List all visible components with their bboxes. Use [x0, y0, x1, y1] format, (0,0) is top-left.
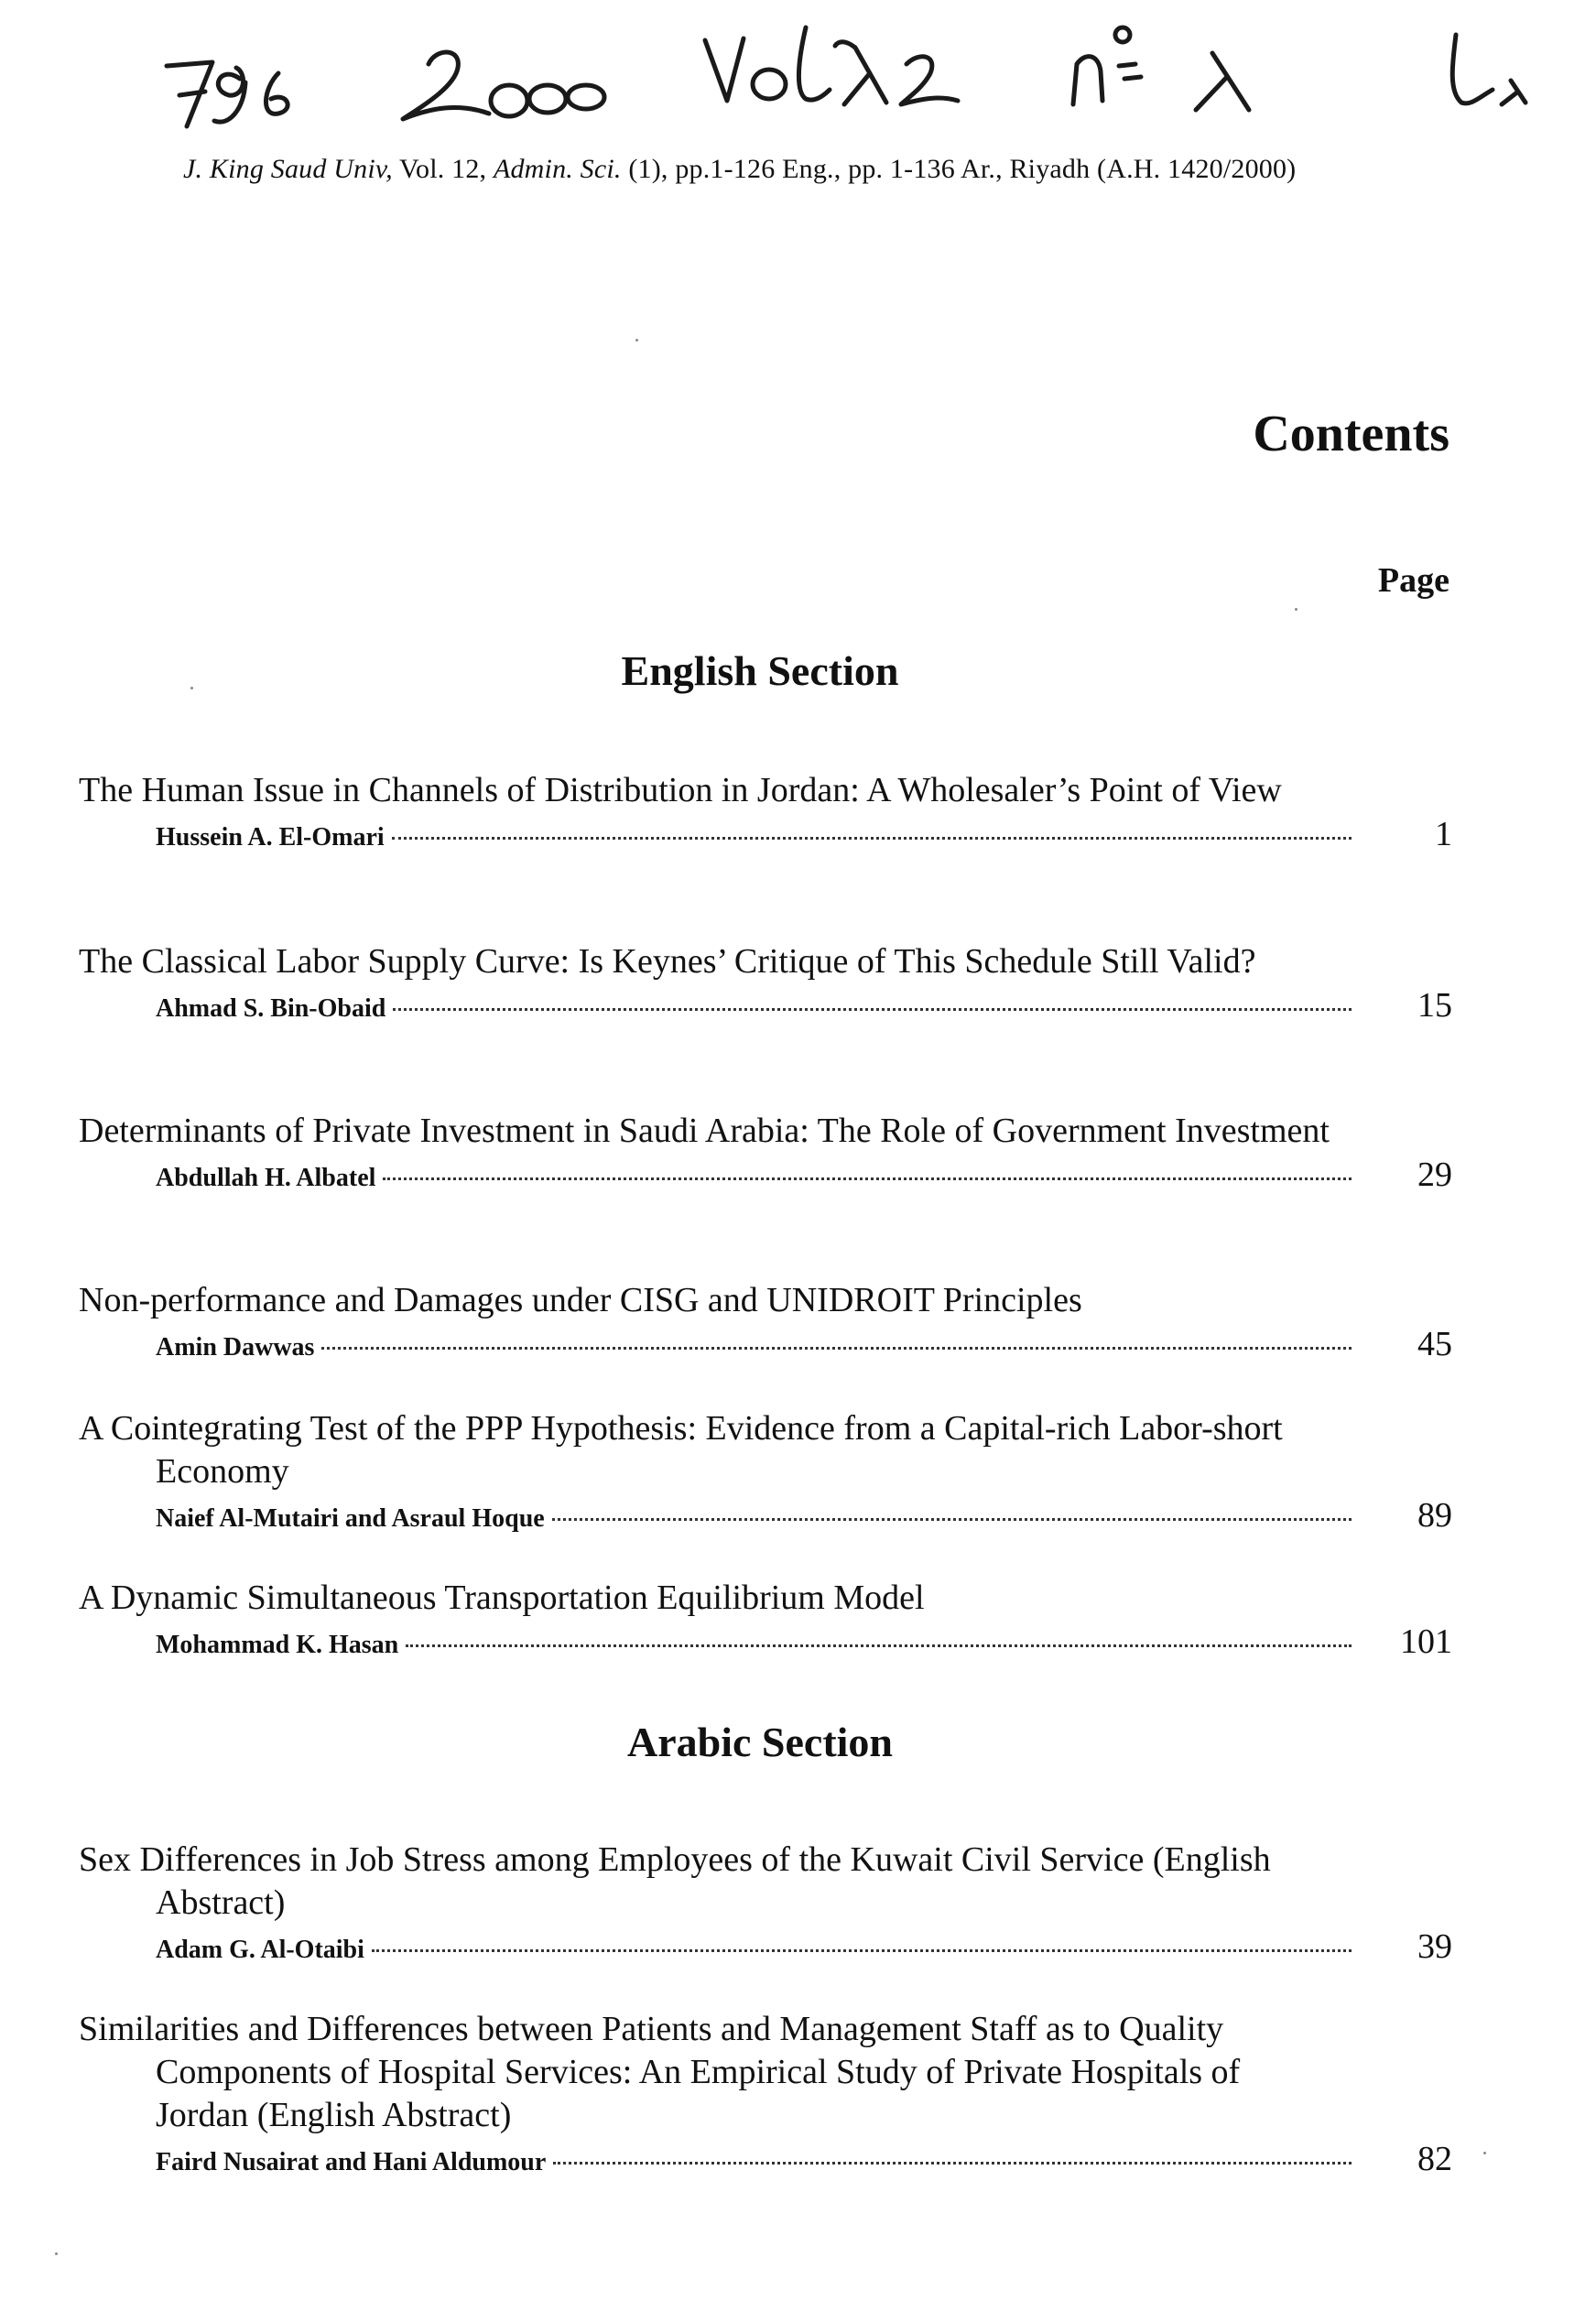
- entry-title: The Human Issue in Channels of Distribution in Jordan: A Wholesaler’s Point of View: [79, 771, 1282, 809]
- journal-volume: Vol. 12,: [392, 154, 494, 184]
- journal-details: (1), pp.1-126 Eng., pp. 1-136 Ar., Riyadh (A.H. 1420/2000): [621, 154, 1297, 184]
- running-head: [183, 154, 1483, 185]
- dot-leader: [392, 837, 1352, 840]
- entry-authors: Abdullah H. Albatel: [156, 1164, 376, 1192]
- entry-title: Determinants of Private Investment in Saudi Arabia: The Role of Government Investment: [79, 1112, 1330, 1150]
- entry-authors: Hussein A. El-Omari: [156, 823, 385, 852]
- entry-title: Non-performance and Damages under CISG and UNIDROIT Principles: [79, 1281, 1082, 1319]
- entry-author-row: [79, 1926, 1452, 1967]
- entry-author-row: [79, 2139, 1452, 2179]
- dot-leader: [553, 2162, 1352, 2165]
- scan-speck: [635, 339, 638, 342]
- page-column-label: Page: [1377, 561, 1449, 600]
- english-section-heading: English Section: [621, 647, 899, 694]
- entry-title: Sex Differences in Job Stress among Employees of the Kuwait Civil Service (English Abstract): [79, 1840, 1271, 1922]
- scan-speck: [190, 687, 193, 689]
- dot-leader: [383, 1177, 1352, 1180]
- dot-leader: [406, 1644, 1352, 1647]
- handwritten-annotation: [0, 0, 1596, 137]
- entry-author-row: [79, 1495, 1452, 1535]
- handwriting-drawing: [0, 0, 1596, 137]
- entry-author-row: [79, 1324, 1452, 1364]
- entry-page-number: 29: [1417, 1156, 1452, 1194]
- entry-author-row: [79, 985, 1452, 1025]
- entry-page-number: 1: [1435, 815, 1452, 853]
- scan-speck: [1483, 2152, 1486, 2154]
- dot-leader: [552, 1518, 1352, 1521]
- entry-authors: Naief Al-Mutairi and Asraul Hoque: [156, 1504, 545, 1533]
- entry-title: A Cointegrating Test of the PPP Hypothesis: Evidence from a Capital-rich Labor-short Economy: [79, 1409, 1283, 1491]
- entry-authors: Adam G. Al-Otaibi: [156, 1936, 364, 1964]
- entry-page-number: 101: [1400, 1622, 1452, 1661]
- entry-page-number: 82: [1417, 2140, 1452, 2178]
- contents-title: Contents: [1253, 406, 1449, 462]
- entry-page-number: 45: [1417, 1325, 1452, 1363]
- entry-page-number: 39: [1417, 1927, 1452, 1966]
- toc-entry[interactable]: [79, 1407, 1452, 1535]
- toc-entry[interactable]: [79, 1577, 1452, 1662]
- entry-author-row: [79, 1155, 1452, 1195]
- entry-title: The Classical Labor Supply Curve: Is Keynes’ Critique of This Schedule Still Valid?: [79, 942, 1256, 981]
- scan-speck: [1295, 608, 1297, 611]
- entry-title: Similarities and Differences between Patients and Management Staff as to Quality Components of Hospital Services: An Empirical Study of Private Hospitals of Jordan (English Abstract): [79, 2010, 1241, 2134]
- toc-entry[interactable]: [79, 769, 1452, 854]
- arabic-section-heading: Arabic Section: [626, 1719, 893, 1765]
- entry-title: A Dynamic Simultaneous Transportation Equilibrium Model: [79, 1579, 925, 1617]
- entry-author-row: [79, 814, 1452, 854]
- entry-page-number: 89: [1417, 1496, 1452, 1535]
- journal-section: Admin. Sci.: [493, 154, 622, 184]
- dot-leader: [372, 1949, 1352, 1952]
- toc-entry[interactable]: [79, 1839, 1452, 1967]
- toc-entry[interactable]: [79, 2008, 1452, 2179]
- dot-leader: [393, 1008, 1352, 1011]
- journal-name: J. King Saud Univ,: [183, 154, 393, 184]
- dot-leader: [321, 1347, 1352, 1350]
- toc-entry[interactable]: [79, 940, 1452, 1025]
- entry-authors: Amin Dawwas: [156, 1333, 315, 1362]
- entry-author-row: [79, 1622, 1452, 1662]
- toc-entry[interactable]: [79, 1279, 1452, 1364]
- toc-entry[interactable]: [79, 1110, 1452, 1195]
- entry-page-number: 15: [1417, 986, 1452, 1025]
- scan-speck: [55, 2252, 58, 2255]
- entry-authors: Ahmad S. Bin-Obaid: [156, 994, 386, 1023]
- entry-authors: Faird Nusairat and Hani Aldumour: [156, 2148, 547, 2176]
- entry-authors: Mohammad K. Hasan: [156, 1631, 399, 1659]
